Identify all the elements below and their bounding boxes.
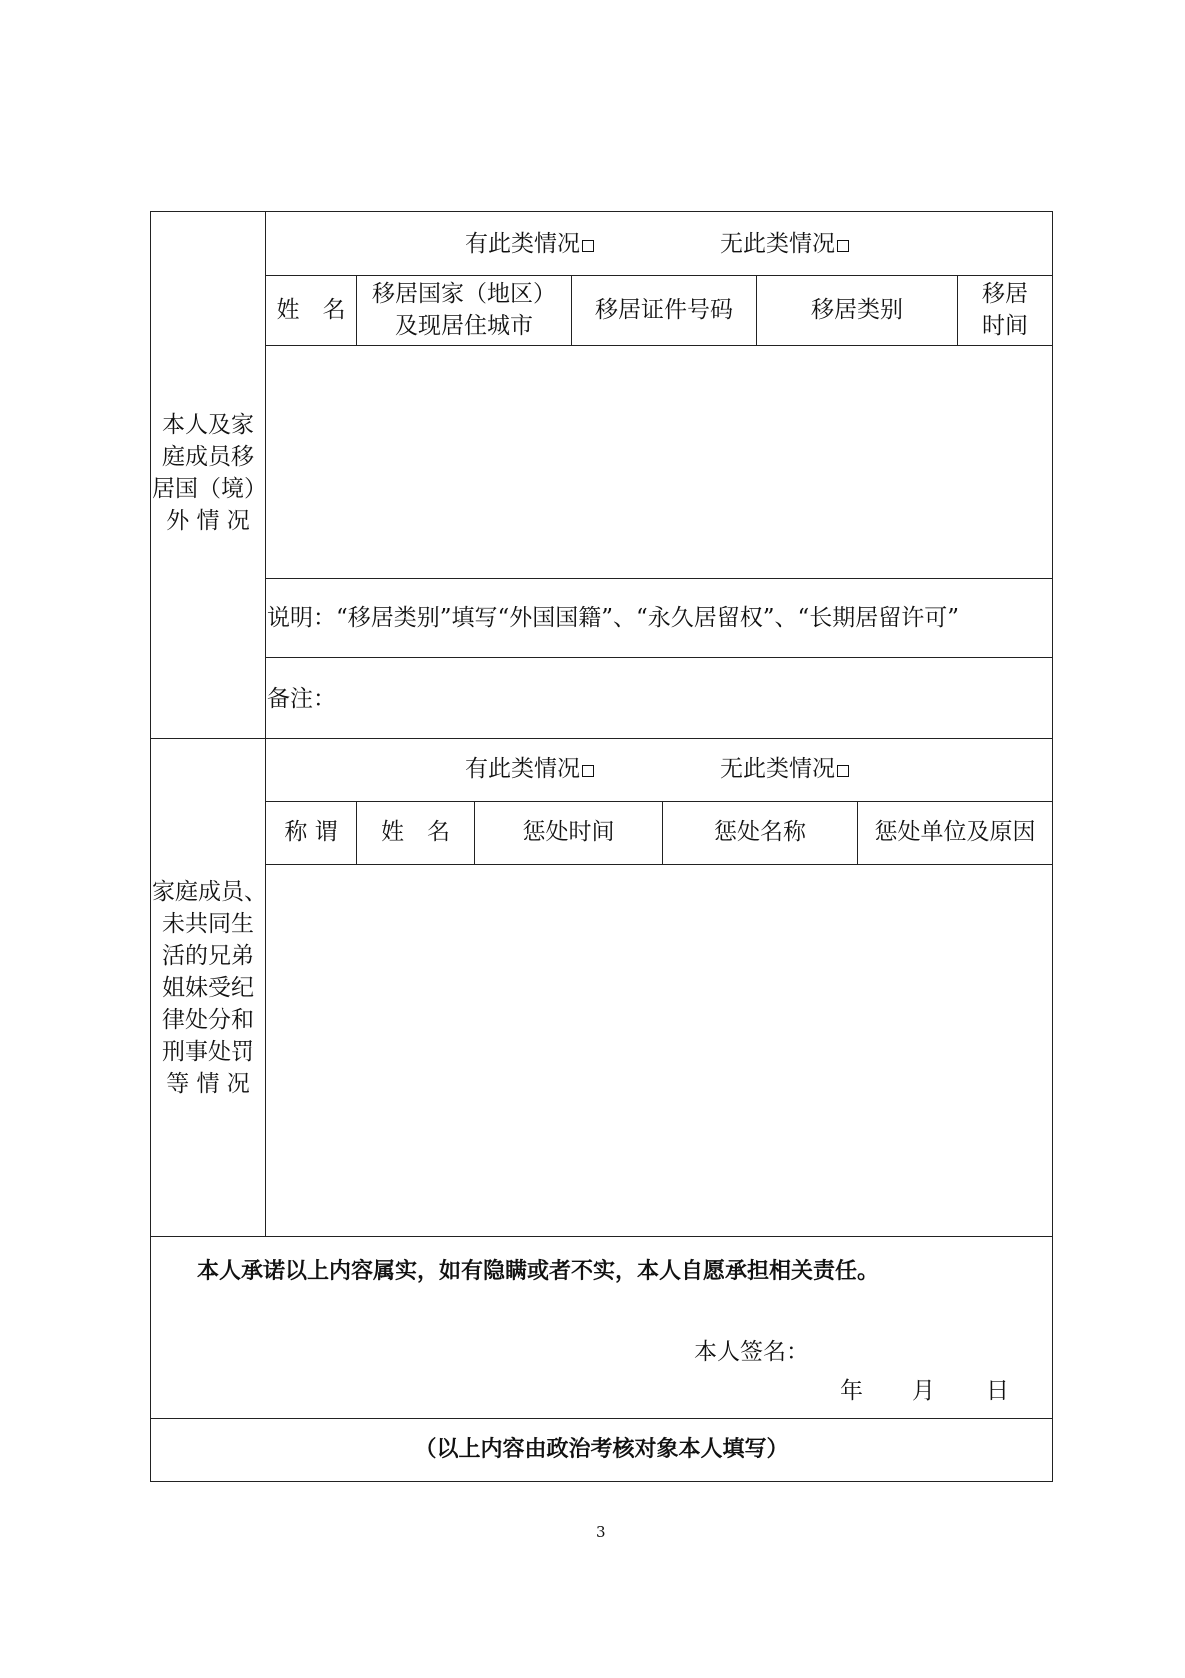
section1-has-case-option[interactable]: 有此类情况 bbox=[465, 229, 594, 260]
section2-entry-area[interactable] bbox=[267, 866, 1051, 1235]
header-punishment-name: 惩处名称 bbox=[714, 819, 806, 845]
page-number: 3 bbox=[596, 1523, 606, 1541]
footer-note: （以上内容由政治考核对象本人填写） bbox=[414, 1437, 789, 1462]
checkbox-icon[interactable] bbox=[582, 765, 594, 777]
section1-remark: 备注： bbox=[267, 686, 336, 712]
section2-has-case-option[interactable]: 有此类情况 bbox=[465, 754, 594, 785]
date-day-label: 日 bbox=[986, 1378, 1009, 1404]
header-relation: 称 谓 bbox=[284, 819, 338, 845]
header-punishment-unit-reason: 惩处单位及原因 bbox=[874, 819, 1036, 845]
header-destination-country: 移居国家（地区） bbox=[372, 281, 556, 307]
header-current-city: 及现居住城市 bbox=[395, 313, 533, 339]
date-month-label: 月 bbox=[912, 1378, 935, 1404]
header-name: 姓 名 bbox=[276, 297, 346, 323]
checkbox-icon[interactable] bbox=[837, 240, 849, 252]
section2-no-case-option[interactable]: 无此类情况 bbox=[720, 754, 849, 785]
header-document-number: 移居证件号码 bbox=[595, 297, 733, 323]
header-migration-type: 移居类别 bbox=[811, 297, 903, 323]
date-year-label: 年 bbox=[840, 1378, 863, 1404]
section1-label: 本人及家 庭成员移 居国（境） 外 情 况 bbox=[152, 412, 267, 534]
section1-entry-area[interactable] bbox=[267, 347, 1051, 577]
header-migration-time-line1: 移居 bbox=[982, 281, 1028, 307]
checkbox-icon[interactable] bbox=[837, 765, 849, 777]
section2-label: 家庭成员、 未共同生 活的兄弟 姐妹受纪 律处分和 刑事处罚 等 情 况 bbox=[152, 879, 267, 1097]
signature-label: 本人签名： bbox=[694, 1339, 809, 1365]
section1-no-case-option[interactable]: 无此类情况 bbox=[720, 229, 849, 260]
header-name: 姓 名 bbox=[381, 819, 450, 845]
section1-note: 说明：“移居类别”填写“外国国籍”、“永久居留权”、“长期居留许可” bbox=[267, 605, 960, 631]
pledge-statement: 本人承诺以上内容属实，如有隐瞒或者不实，本人自愿承担相关责任。 bbox=[197, 1259, 880, 1284]
checkbox-icon[interactable] bbox=[582, 240, 594, 252]
signature-field[interactable] bbox=[810, 1334, 1040, 1368]
header-migration-time-line2: 时间 bbox=[982, 313, 1028, 339]
header-punishment-time: 惩处时间 bbox=[522, 819, 615, 845]
